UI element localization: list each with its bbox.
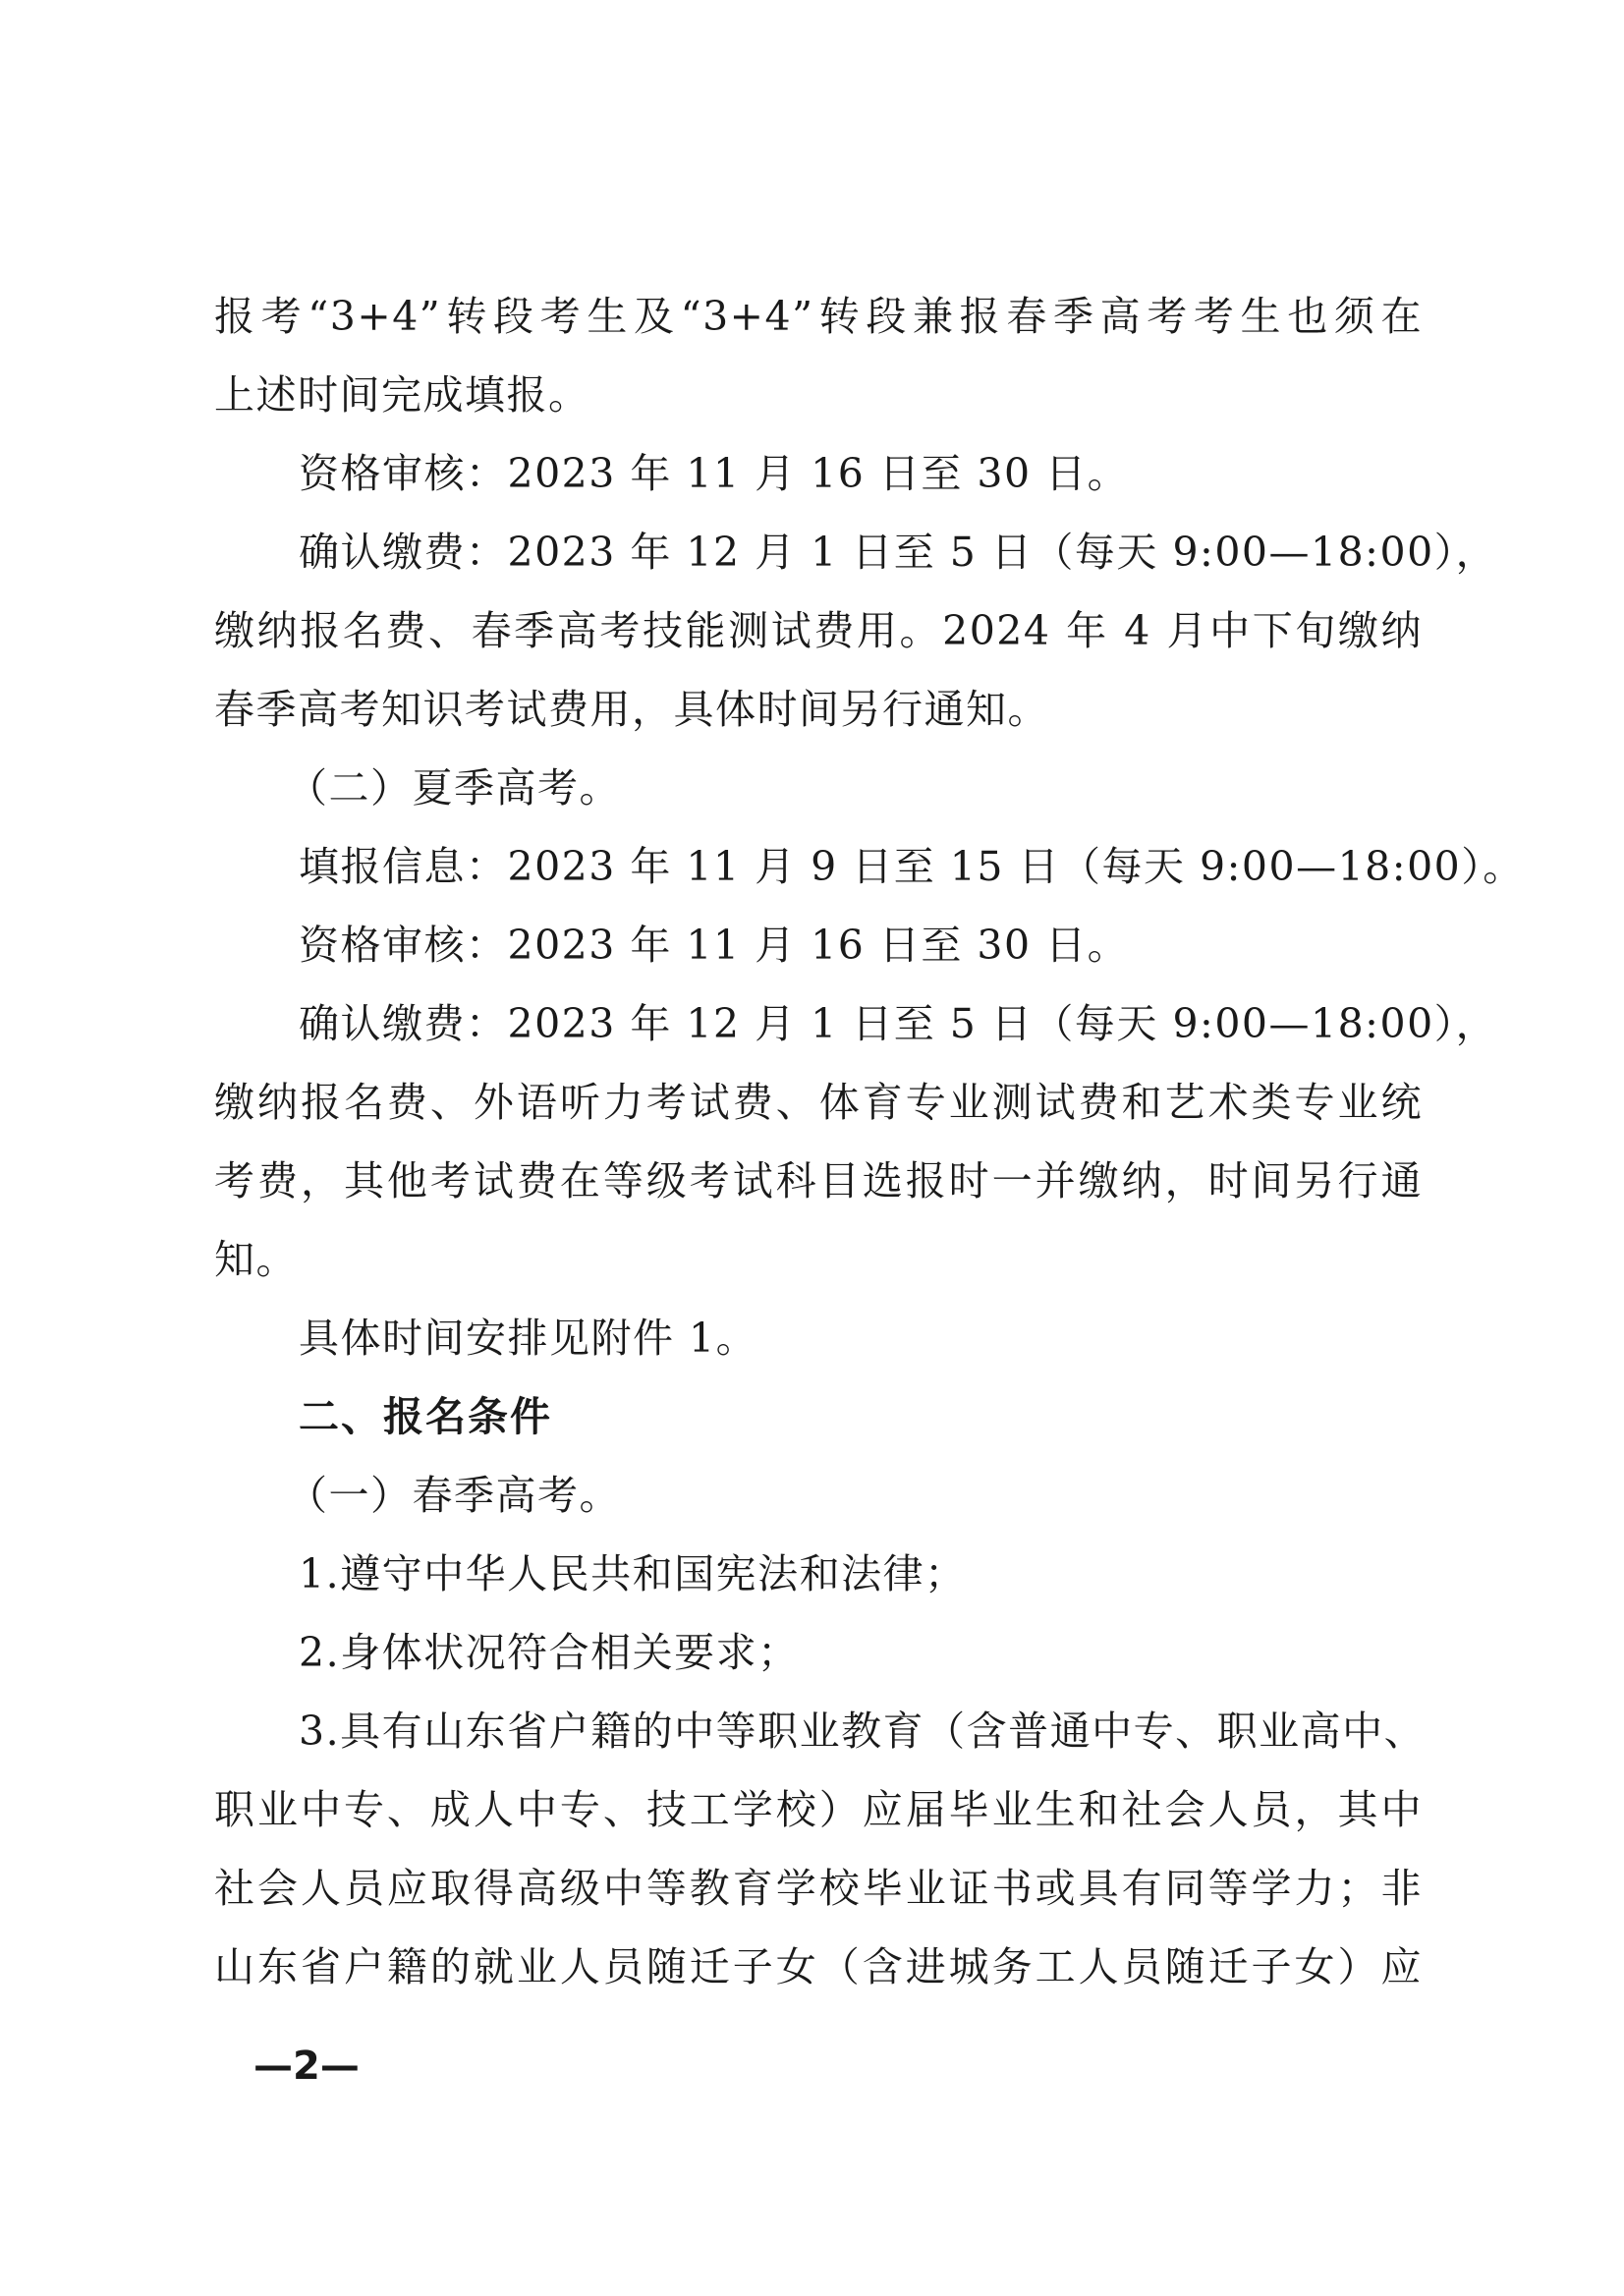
condition-item-1: 1.遵守中华人民共和国宪法和法律；: [299, 1550, 967, 1597]
body-line-20: 职业中专、成人中专、技工学校）应届毕业生和社会人员，其中: [214, 1786, 1423, 1833]
body-line-3: 资格审核：2023 年 11 月 16 日至 30 日。: [299, 450, 1130, 497]
condition-item-2: 2.身体状况符合相关要求；: [299, 1629, 800, 1676]
body-line-22: 山东省户籍的就业人员随迁子女（含进城务工人员随迁子女）应: [214, 1943, 1423, 1990]
section-heading-conditions: 二、报名条件: [299, 1393, 552, 1440]
body-line-1: 报考“3+4”转段考生及“3+4”转段兼报春季高考考生也须在: [214, 293, 1423, 340]
body-line-10: 确认缴费：2023 年 12 月 1 日至 5 日（每天 9:00—18:00），: [299, 1000, 1498, 1047]
body-line-6: 春季高考知识考试费用，具体时间另行通知。: [214, 686, 1049, 733]
subheading-summer: （二）夏季高考。: [287, 764, 621, 812]
condition-item-3: 3.具有山东省户籍的中等职业教育（含普通中专、职业高中、: [299, 1708, 1427, 1755]
body-line-13: 知。: [214, 1236, 298, 1283]
body-line-14: 具体时间安排见附件 1。: [299, 1315, 758, 1362]
body-line-12: 考费，其他考试费在等级考试科目选报时一并缴纳，时间另行通: [214, 1157, 1423, 1204]
body-line-21: 社会人员应取得高级中等教育学校毕业证书或具有同等学力；非: [214, 1865, 1423, 1912]
body-line-5: 缴纳报名费、春季高考技能测试费用。2024 年 4 月中下旬缴纳: [214, 607, 1423, 654]
body-line-11: 缴纳报名费、外语听力考试费、体育专业测试费和艺术类专业统: [214, 1079, 1423, 1126]
body-line-8: 填报信息：2023 年 11 月 9 日至 15 日（每天 9:00—18:00）。: [299, 843, 1525, 890]
subheading-spring: （一）春季高考。: [287, 1472, 621, 1519]
body-line-9: 资格审核：2023 年 11 月 16 日至 30 日。: [299, 922, 1130, 969]
page-number: —2—: [253, 2044, 360, 2089]
body-line-4: 确认缴费：2023 年 12 月 1 日至 5 日（每天 9:00—18:00），: [299, 529, 1498, 576]
body-line-2: 上述时间完成填报。: [214, 371, 590, 419]
